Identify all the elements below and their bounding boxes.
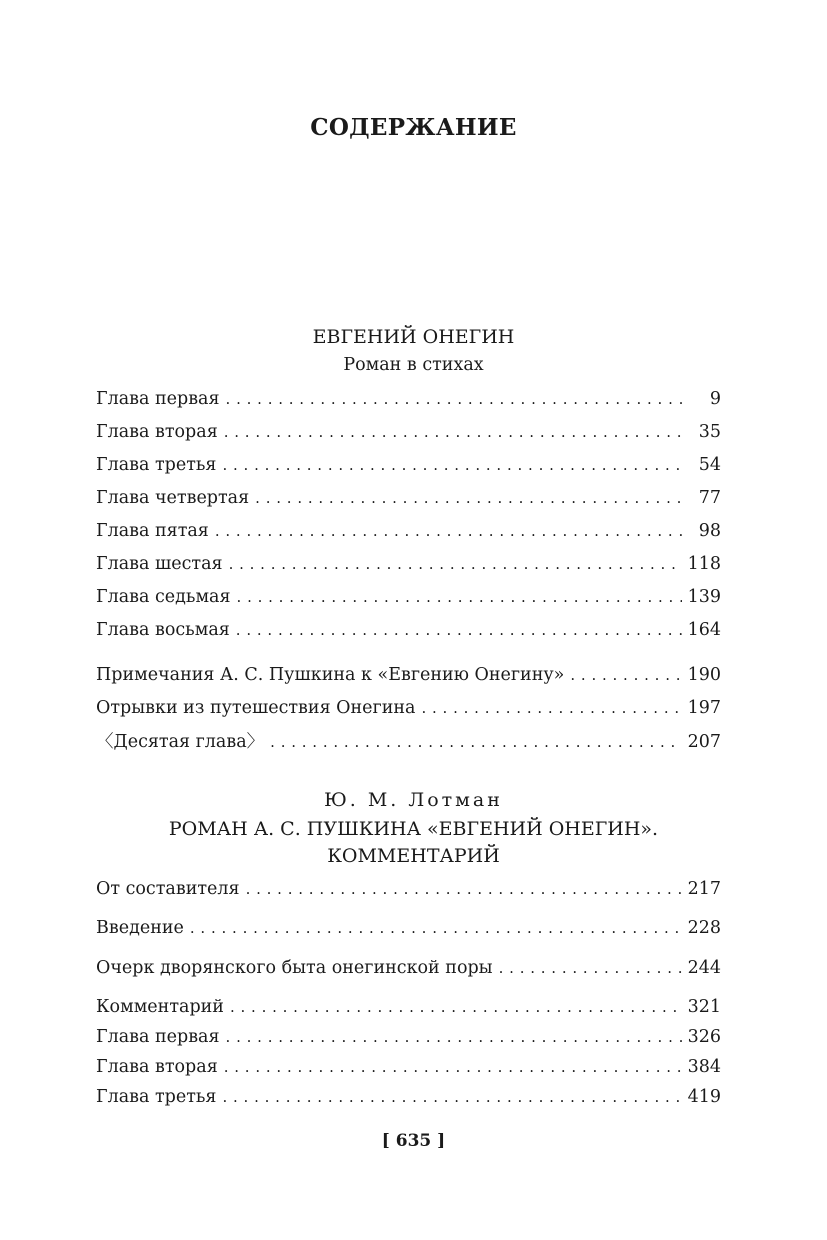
leader-dots	[499, 955, 682, 981]
toc-entry-label: Глава третья	[96, 1087, 217, 1107]
leader-dots	[222, 452, 685, 478]
toc-entry-label: Комментарий	[96, 997, 224, 1017]
leader-dots	[255, 485, 685, 511]
toc-entry-page: 321	[687, 997, 721, 1017]
toc-entry-label: Введение	[96, 918, 184, 938]
leader-dots	[229, 551, 682, 577]
toc-entry[interactable]	[96, 915, 721, 941]
page-number: [ 635 ]	[381, 1131, 446, 1151]
leader-dots	[570, 662, 681, 688]
toc-entry-page: 197	[687, 698, 721, 718]
toc-entry-label: Глава четвертая	[96, 488, 250, 508]
toc-entry[interactable]	[96, 955, 721, 981]
toc-entry-label: Очерк дворянского быта онегинской поры	[96, 958, 493, 978]
leader-dots	[222, 1084, 681, 1110]
toc-entry[interactable]	[96, 695, 721, 721]
section2-author: Ю. М. Лотман	[324, 789, 503, 811]
toc-entry[interactable]	[96, 485, 721, 511]
toc-entry-label: Глава восьмая	[96, 620, 230, 640]
section1-title: ЕВГЕНИЙ ОНЕГИН	[312, 326, 515, 348]
toc-entry-page: 118	[687, 554, 721, 574]
toc-entry[interactable]	[96, 584, 721, 610]
leader-dots	[224, 1054, 682, 1080]
page-title: СОДЕРЖАНИЕ	[310, 114, 517, 141]
toc-entry-label: 〈Десятая глава〉	[96, 732, 265, 752]
toc-entry-label: Глава третья	[96, 455, 217, 475]
leader-dots	[224, 419, 685, 445]
toc-entry-page: 207	[687, 732, 721, 752]
toc-entry-page: 244	[687, 958, 721, 978]
toc-entry[interactable]	[96, 452, 721, 478]
toc-entry[interactable]	[96, 518, 721, 544]
leader-dots	[230, 994, 682, 1020]
toc-entry[interactable]	[96, 729, 721, 755]
toc-entry[interactable]	[96, 1024, 721, 1050]
toc-entry-label: Глава первая	[96, 389, 220, 409]
toc-entry-page: 54	[698, 455, 721, 475]
leader-dots	[226, 1024, 682, 1050]
toc-entry-page: 164	[687, 620, 721, 640]
toc-entry-page: 77	[698, 488, 721, 508]
leader-dots	[226, 386, 685, 412]
toc-entry[interactable]	[96, 876, 721, 902]
toc-entry-page: 35	[698, 422, 721, 442]
leader-dots	[190, 915, 682, 941]
toc-entry-label: Глава вторая	[96, 1057, 218, 1077]
toc-entry[interactable]	[96, 386, 721, 412]
toc-entry[interactable]	[96, 662, 721, 688]
toc-entry-label: Глава пятая	[96, 521, 209, 541]
toc-entry-page: 419	[687, 1087, 721, 1107]
toc-entry-label: Глава первая	[96, 1027, 220, 1047]
toc-entry-page: 228	[687, 918, 721, 938]
toc-entry[interactable]	[96, 551, 721, 577]
toc-entry[interactable]	[96, 419, 721, 445]
toc-entry[interactable]	[96, 1084, 721, 1110]
toc-entry-label: Глава седьмая	[96, 587, 231, 607]
toc-entry-page: 190	[687, 665, 721, 685]
toc-entry-label: Глава шестая	[96, 554, 223, 574]
leader-dots	[270, 729, 681, 755]
leader-dots	[246, 876, 682, 902]
toc-entry-label: Отрывки из путешествия Онегина	[96, 698, 416, 718]
toc-entry[interactable]	[96, 1054, 721, 1080]
toc-entry-label: Глава вторая	[96, 422, 218, 442]
toc-entry[interactable]	[96, 994, 721, 1020]
toc-entry-page: 217	[687, 879, 721, 899]
section2-title-line1: РОМАН А. С. ПУШКИНА «ЕВГЕНИЙ ОНЕГИН».	[168, 818, 659, 840]
toc-entry-page: 384	[687, 1057, 721, 1077]
toc-entry-page: 139	[687, 587, 721, 607]
toc-entry-label: Примечания А. С. Пушкина к «Евгению Онегину»	[96, 665, 565, 685]
toc-entry[interactable]	[96, 617, 721, 643]
toc-entry-label: От составителя	[96, 879, 240, 899]
leader-dots	[421, 695, 681, 721]
leader-dots	[215, 518, 685, 544]
leader-dots	[236, 617, 682, 643]
toc-entry-page: 9	[709, 389, 721, 409]
leader-dots	[237, 584, 682, 610]
toc-entry-page: 98	[698, 521, 721, 541]
section2-title-line2: КОММЕНТАРИЙ	[327, 845, 500, 867]
toc-entry-page: 326	[687, 1027, 721, 1047]
section1-subtitle: Роман в стихах	[343, 355, 484, 375]
